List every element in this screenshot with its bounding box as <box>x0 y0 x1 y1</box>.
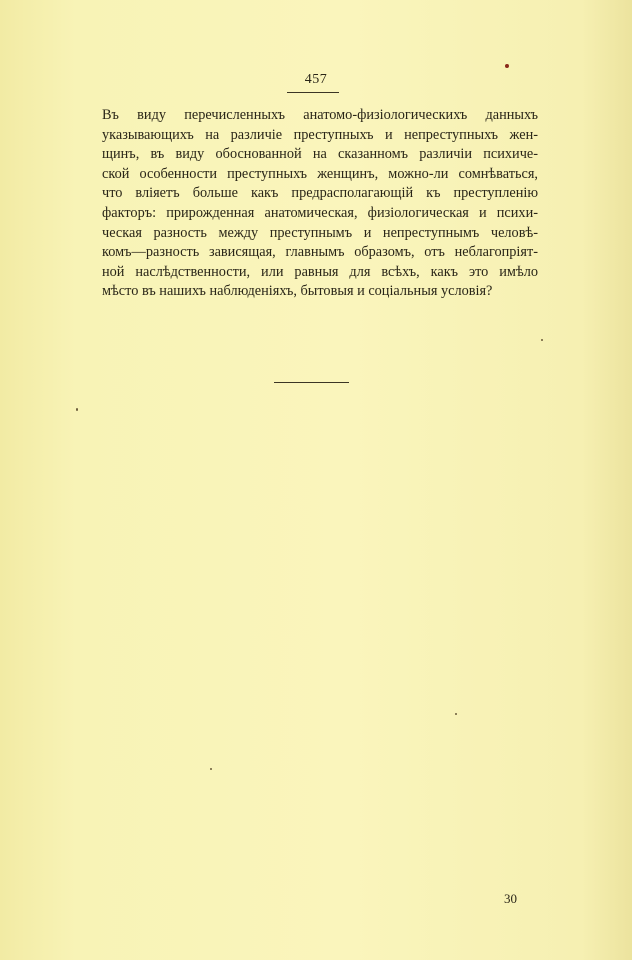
paper-speck <box>76 408 78 411</box>
paragraph-line: ской особенности преступныхъ женщинъ, можно-ли сомнѣваться, <box>102 165 538 182</box>
paragraph-line: факторъ: прирожденная анатомическая, физiологическая и психи- <box>102 204 538 221</box>
paper-speck <box>455 713 457 715</box>
paper-speck <box>505 64 509 68</box>
paragraph-line: что влiяетъ больше какъ предрасполагающiй къ преступленiю <box>102 185 538 202</box>
page-number: 457 <box>304 72 328 87</box>
paragraph-line: мѣсто въ нашихъ наблюденiяхъ, бытовыя и соцiальныя условiя? <box>102 283 493 300</box>
paragraph-line: указывающихъ на различiе преступныхъ и непреступныхъ жен- <box>102 126 538 143</box>
body-paragraph <box>102 106 538 302</box>
page-number-rule <box>287 92 339 93</box>
paper-speck <box>210 768 212 770</box>
paragraph-line: ческая разность между преступнымъ и непреступнымъ человѣ- <box>102 224 538 241</box>
paragraph-line: комъ—разность зависящая, главнымъ образомъ, отъ неблагопрiят- <box>102 244 538 261</box>
paragraph-line: ной наслѣдственности, или равныя для всѣхъ, какъ это имѣло <box>102 263 538 280</box>
signature-number: 30 <box>504 891 517 906</box>
paragraph-line: Въ виду перечисленныхъ анатомо-физiологическихъ данныхъ <box>102 107 538 123</box>
paper-speck <box>541 339 543 341</box>
section-separator <box>274 382 349 383</box>
paragraph-line: щинъ, въ виду обоснованной на сказанномъ различiи психиче- <box>102 146 538 163</box>
